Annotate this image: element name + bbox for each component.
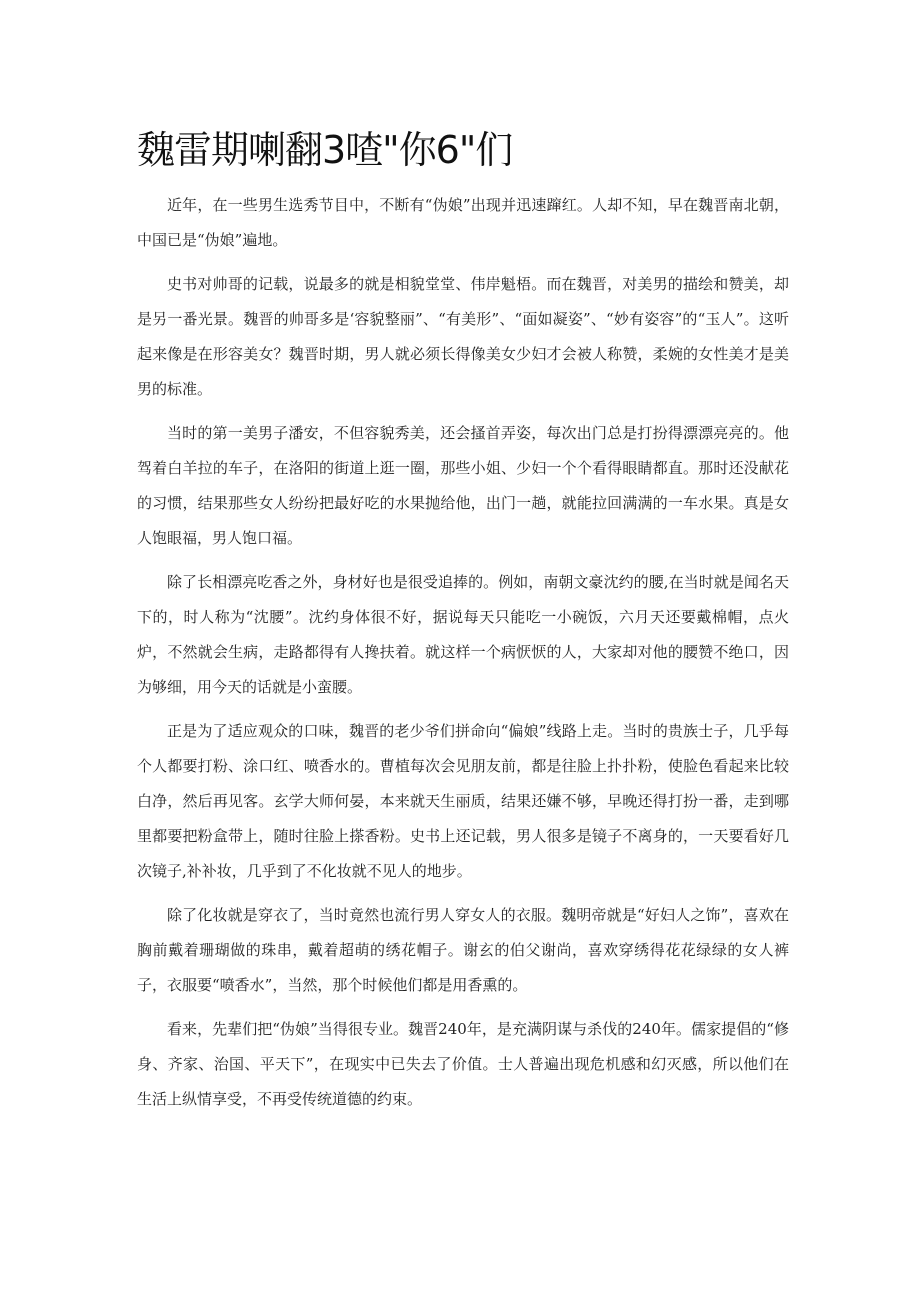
paragraph-7: 看来，先辈们把“伪娘”当得很专业。魏晋240年，是充满阴谋与杀伐的240年。儒家提倡的“修身、齐家、治国、平天下”，在现实中已失去了价值。士人普遍出现危机感和幻灭感，所以他们在生活上纵情享受，不再受传统道德的约束。 xyxy=(137,1020,789,1108)
paragraph-2: 史书对帅哥的记载，说最多的就是相貌堂堂、伟岸魁梧。而在魏晋，对美男的描绘和赞美，却是另一番光景。魏晋的帅哥多是‘容貌整丽”、“有美形”、“面如凝姿”、“妙有姿容”的“玉人”。这听起来像是在形容美女？魏晋时期，男人就必须长得像美女少妇才会被人称赞，柔婉的女性美才是美男的标准。 xyxy=(137,275,789,398)
document-title: 魏雷期喇翻3喳"你6"们 xyxy=(137,128,513,172)
paragraph-4: 除了长相漂亮吃香之外，身材好也是很受追捧的。例如，南朝文豪沈约的腰,在当时就是闻名天下的，时人称为“沈腰”。沈约身体很不好，据说每天只能吃一小碗饭，六月天还要戴棉帽，点火炉，不然就会生病，走路都得有人搀扶着。就这样一个病恹恹的人，大家却对他的腰赞不绝口，因为够细，用今天的话就是小蛮腰。 xyxy=(137,573,789,696)
document-body xyxy=(137,188,789,1126)
paragraph-3: 当时的第一美男子潘安，不但容貌秀美，还会搔首弄姿，每次出门总是打扮得漂漂亮亮的。他驾着白羊拉的车子，在洛阳的街道上逛一圈，那些小姐、少妇一个个看得眼睛都直。那时还没献花的习惯，结果那些女人纷纷把最好吃的水果抛给他，出门一趟，就能拉回满满的一车水果。真是女人饱眼福，男人饱口福。 xyxy=(137,424,789,547)
paragraph-5: 正是为了适应观众的口味，魏晋的老少爷们拼命向“偏娘”线路上走。当时的贵族士子，几乎每个人都要打粉、涂口红、喷香水的。曹植每次会见朋友前，都是往脸上扑扑粉，使脸色看起来比较白净，然后再见客。玄学大师何晏，本来就天生丽质，结果还嫌不够，早晚还得打扮一番，走到哪里都要把粉盒带上，随时往脸上搽香粉。史书上还记载，男人很多是镜子不离身的，一天要看好几次镜子,补补妆，几乎到了不化妆就不见人的地步。 xyxy=(137,722,789,880)
paragraph-1: 近年，在一些男生选秀节目中，不断有“伪娘”出现并迅速蹿红。人却不知，早在魏晋南北朝，中国已是“伪娘”遍地。 xyxy=(137,196,789,249)
paragraph-6: 除了化妆就是穿衣了，当时竟然也流行男人穿女人的衣服。魏明帝就是“好妇人之饰”，喜欢在胸前戴着珊瑚做的珠串，戴着超萌的绣花帽子。谢玄的伯父谢尚，喜欢穿绣得花花绿绿的女人裤子，衣服要“喷香水”，当然，那个时候他们都是用香熏的。 xyxy=(137,906,789,994)
